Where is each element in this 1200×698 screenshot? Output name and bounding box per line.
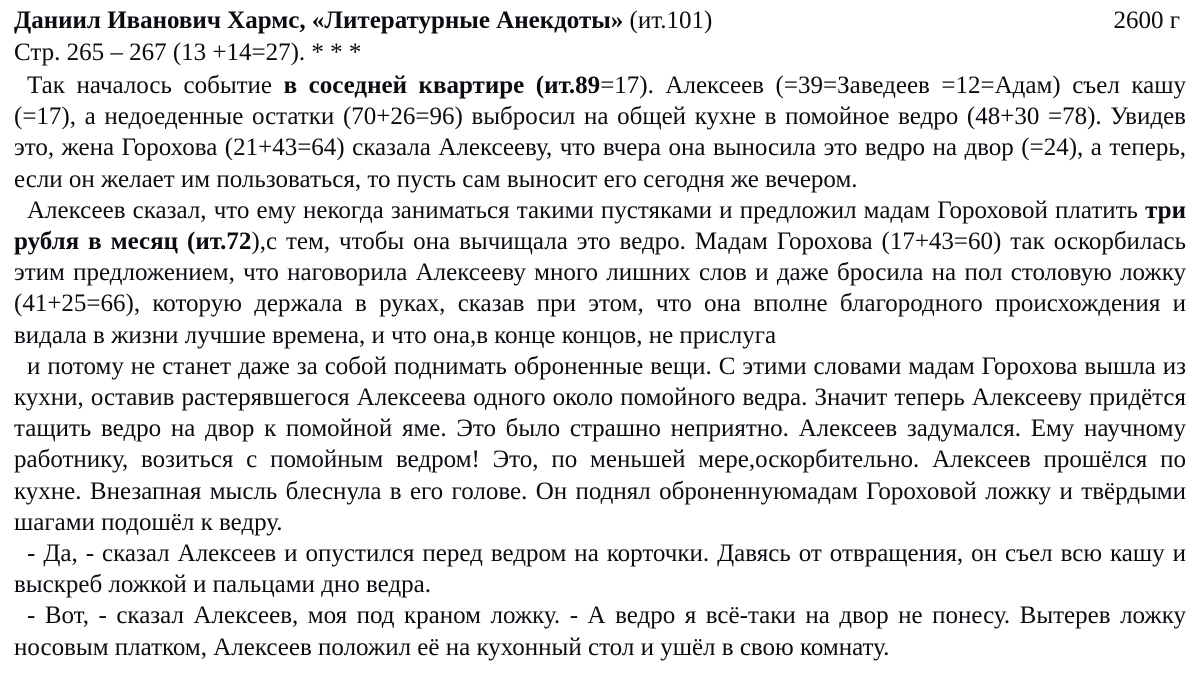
paragraph-1-part-2: =17). Алексеев (=39=Заведеев =12=Адам) съел кашу (=17), а недоеденные остатки (70+26=96) выбросил на общей кухне в помойное ведро (48+30 =78). Увидев это, жена Горохова (21+43=64) сказала Алексееву, что вчера она выносила это ведро на двор (=24), а теперь, если он желает им пользоваться, то пусть сам выносит его сегодня же вечером.: [14, 72, 1186, 193]
document-pages-line: Стр. 265 – 267 (13 +14=27). * * *: [14, 39, 362, 66]
paragraph-2-part-1: Алексеев сказал, что ему некогда заниматься такими пустяками и предложил мадам Гороховой платить: [27, 196, 1146, 224]
paragraph-1: [14, 70, 1186, 195]
document-title-note: (ит.101): [623, 7, 713, 34]
paragraph-2: [14, 195, 1186, 351]
paragraph-1-part-1: Так началось событие: [27, 72, 284, 99]
paragraph-4: [14, 538, 1186, 600]
document-title-main: Даниил Иванович Хармс, «Литературные Анекдоты»: [14, 7, 624, 34]
document-weight: 2600 г: [1113, 7, 1180, 34]
document-header: [14, 6, 1186, 36]
paragraph-2-bold-phrase: три рубля в месяц (ит.72: [14, 196, 1186, 256]
document-title: [14, 6, 712, 36]
paragraph-5-text: - Вот, - сказал Алексеев, моя под краном ложку. - А ведро я всё-таки на двор не понесу. Вытерев ложку носовым платком, Алексеев положил её на кухонный стол и ушёл в свою комнату.: [14, 602, 1186, 661]
paragraph-3-text: и потому не станет даже за собой поднимать оброненные вещи. С этими словами мадам Горохова вышла из кухни, оставив растерявшегося Алексеева одного около помойного ведра. Значит теперь Алексееву придётся тащить ведро на двор к помойной яме. Это было страшно неприятно. Алексеев задумался. Ему научному работнику, возиться с помойным ведром! Это, по меньшей мере,оскорбительно. Алексеев прошёлся по кухне. Внезапная мысль блеснула в его голове. Он поднял оброненнуюмадам Гороховой ложку и твёрдыми шагами подошёл к ведру.: [14, 352, 1186, 536]
paragraph-1-bold-phrase: в соседней квартире (ит.89: [283, 72, 601, 99]
paragraph-4-text: - Да, - сказал Алексеев и опустился перед ведром на корточки. Давясь от отвращения, он съел всю кашу и выскреб ложкой и пальцами дно ведра.: [14, 540, 1186, 599]
paragraph-2-part-2: ),с тем, чтобы она вычищала это ведро. Мадам Горохова (17+43=60) так оскорбилась этим предложением, что наговорила Алексееву много лишних слов и даже бросила на пол столовую ложку (41+25=66), которую держала в руках, сказав при этом, что она вполне благородного происхождения и видала в жизни лучшие времена, и что она,в конце концов, не прислуга: [14, 228, 1186, 349]
paragraph-5: [14, 600, 1186, 662]
paragraph-3: [14, 351, 1186, 538]
document-body: [14, 70, 1186, 663]
